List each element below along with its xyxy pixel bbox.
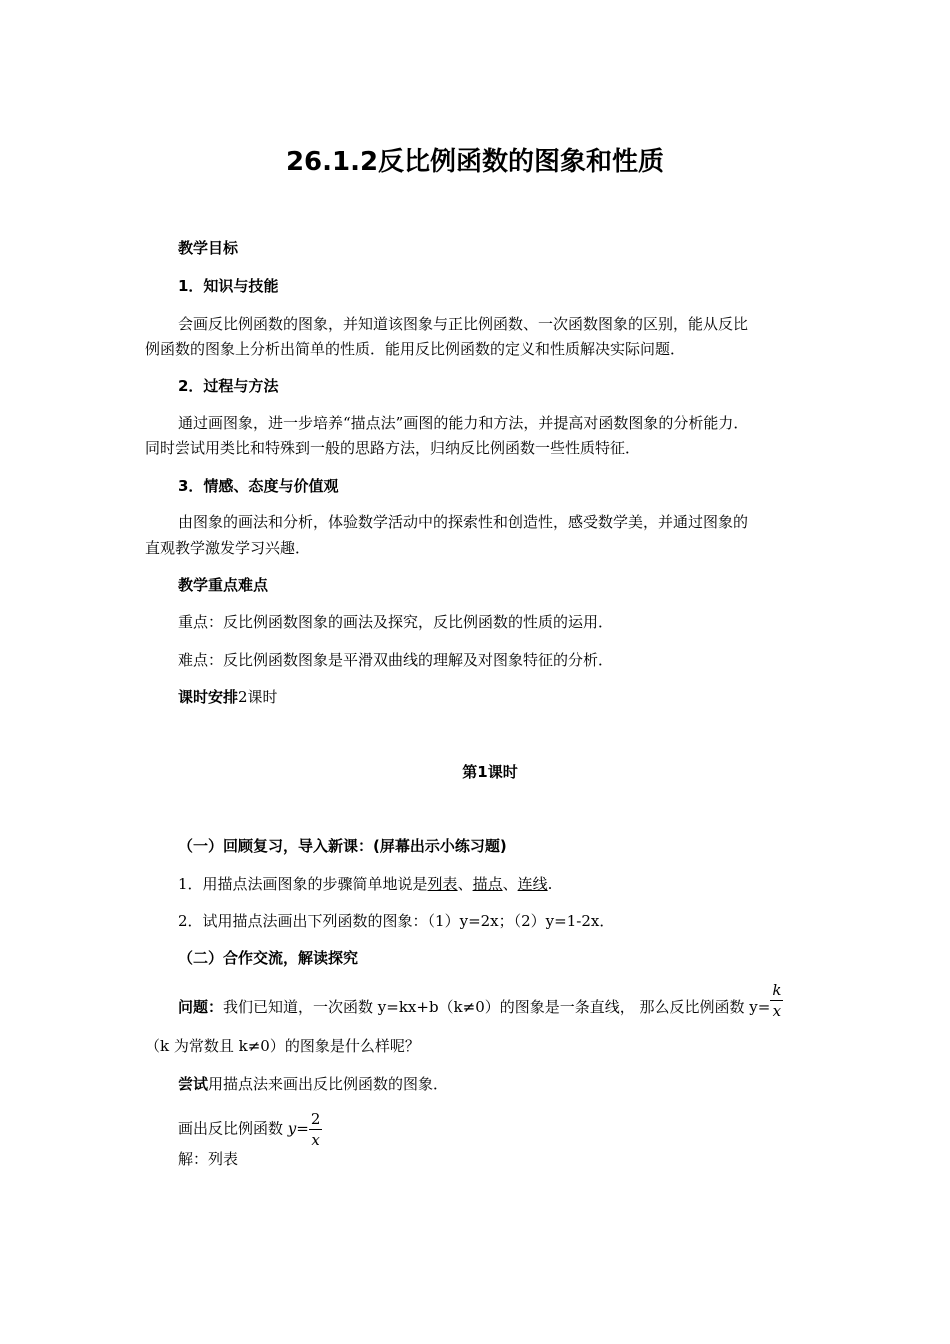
try-text: 用描点法来画出反比例函数的图象． (208, 1075, 449, 1093)
section-3-heading: 3．情感、态度与价值观 (178, 477, 339, 495)
answer-plot: 描点 (472, 875, 503, 893)
key-points-heading: 教学重点难点 (178, 576, 269, 594)
fraction-bar-2 (309, 1129, 323, 1130)
schedule-line (178, 686, 848, 708)
part-2-heading: （二）合作交流，解读探究 (178, 949, 359, 967)
schedule-value: 2课时 (238, 688, 278, 706)
draw-equals: = (296, 1119, 309, 1138)
problem-text: 我们已知道，一次函数 y=kx+b（k≠0）的图象是一条直线， 那么反比例函数 y= (223, 998, 771, 1016)
solution-line: 解：列表 (178, 1150, 239, 1168)
part-1-heading: （一）回顾复习，导入新课：(屏幕出示小练习题) (178, 837, 507, 855)
focus-text: 重点：反比例函数图象的画法及探究，反比例函数的性质的运用． (178, 613, 614, 631)
question-1-end: . (547, 875, 553, 893)
fraction-numerator: k (772, 980, 782, 999)
difficulty-text: 难点：反比例函数图象是平滑双曲线的理解及对图象特征的分析． (178, 651, 614, 669)
question-1 (178, 873, 848, 895)
fraction-bar (770, 1000, 783, 1001)
section-1-paragraph-line-1: 会画反比例函数的图象，并知道该图象与正比例函数、一次函数图象的区别，能从反比 (178, 315, 749, 333)
schedule-label: 课时安排 (178, 688, 239, 706)
problem-continuation: （k 为常数且 k≠0）的图象是什么样呢？ (145, 1037, 420, 1055)
fraction-denominator: x (772, 1001, 782, 1020)
section-2-paragraph-line-1: 通过画图象，进一步培养“描点法”画图的能力和方法，并提高对函数图象的分析能力． (178, 414, 749, 432)
answer-list: 列表 (427, 875, 458, 893)
draw-line (178, 1110, 848, 1149)
section-2-paragraph-line-2: 同时尝试用类比和特殊到一般的思路方法，归纳反比例函数一些性质特征． (145, 439, 641, 457)
section-3-paragraph-line-1: 由图象的画法和分析，体验数学活动中的探索性和创造性，感受数学美，并通过图象的 (178, 513, 749, 531)
try-label: 尝试 (178, 1075, 209, 1093)
section-3-paragraph-line-2: 直观教学激发学习兴趣． (145, 539, 311, 557)
fraction-k-over-x (770, 981, 783, 1020)
answer-sep-2: 、 (502, 875, 518, 893)
section-2-heading: 2．过程与方法 (178, 377, 279, 395)
try-line (178, 1073, 848, 1095)
answer-sep-1: 、 (457, 875, 473, 893)
draw-y: y (287, 1119, 297, 1138)
page-title: 26.1.2反比例函数的图象和性质 (285, 147, 665, 177)
problem-label: 问题： (178, 998, 224, 1016)
problem-line (178, 980, 848, 1020)
draw-text: 画出反比例函数 (178, 1119, 288, 1138)
section-1-paragraph-line-2: 例函数的图象上分析出简单的性质．能用反比例函数的定义和性质解决实际问题． (145, 340, 686, 358)
fraction-numerator-2: 2 (310, 1110, 321, 1128)
fraction-denominator-x: x (311, 1131, 320, 1149)
question-1-prefix: 1．用描点法画图象的步骤简单地说是 (178, 875, 428, 893)
answer-connect: 连线 (517, 875, 548, 893)
lesson-1-heading: 第1课时 (462, 763, 518, 781)
goals-heading: 教学目标 (178, 239, 239, 257)
section-1-heading: 1．知识与技能 (178, 277, 279, 295)
fraction-2-over-x (309, 1110, 323, 1149)
question-2: 2．试用描点法画出下列函数的图象：（1）y=2x；（2）y=1-2x． (178, 912, 615, 930)
